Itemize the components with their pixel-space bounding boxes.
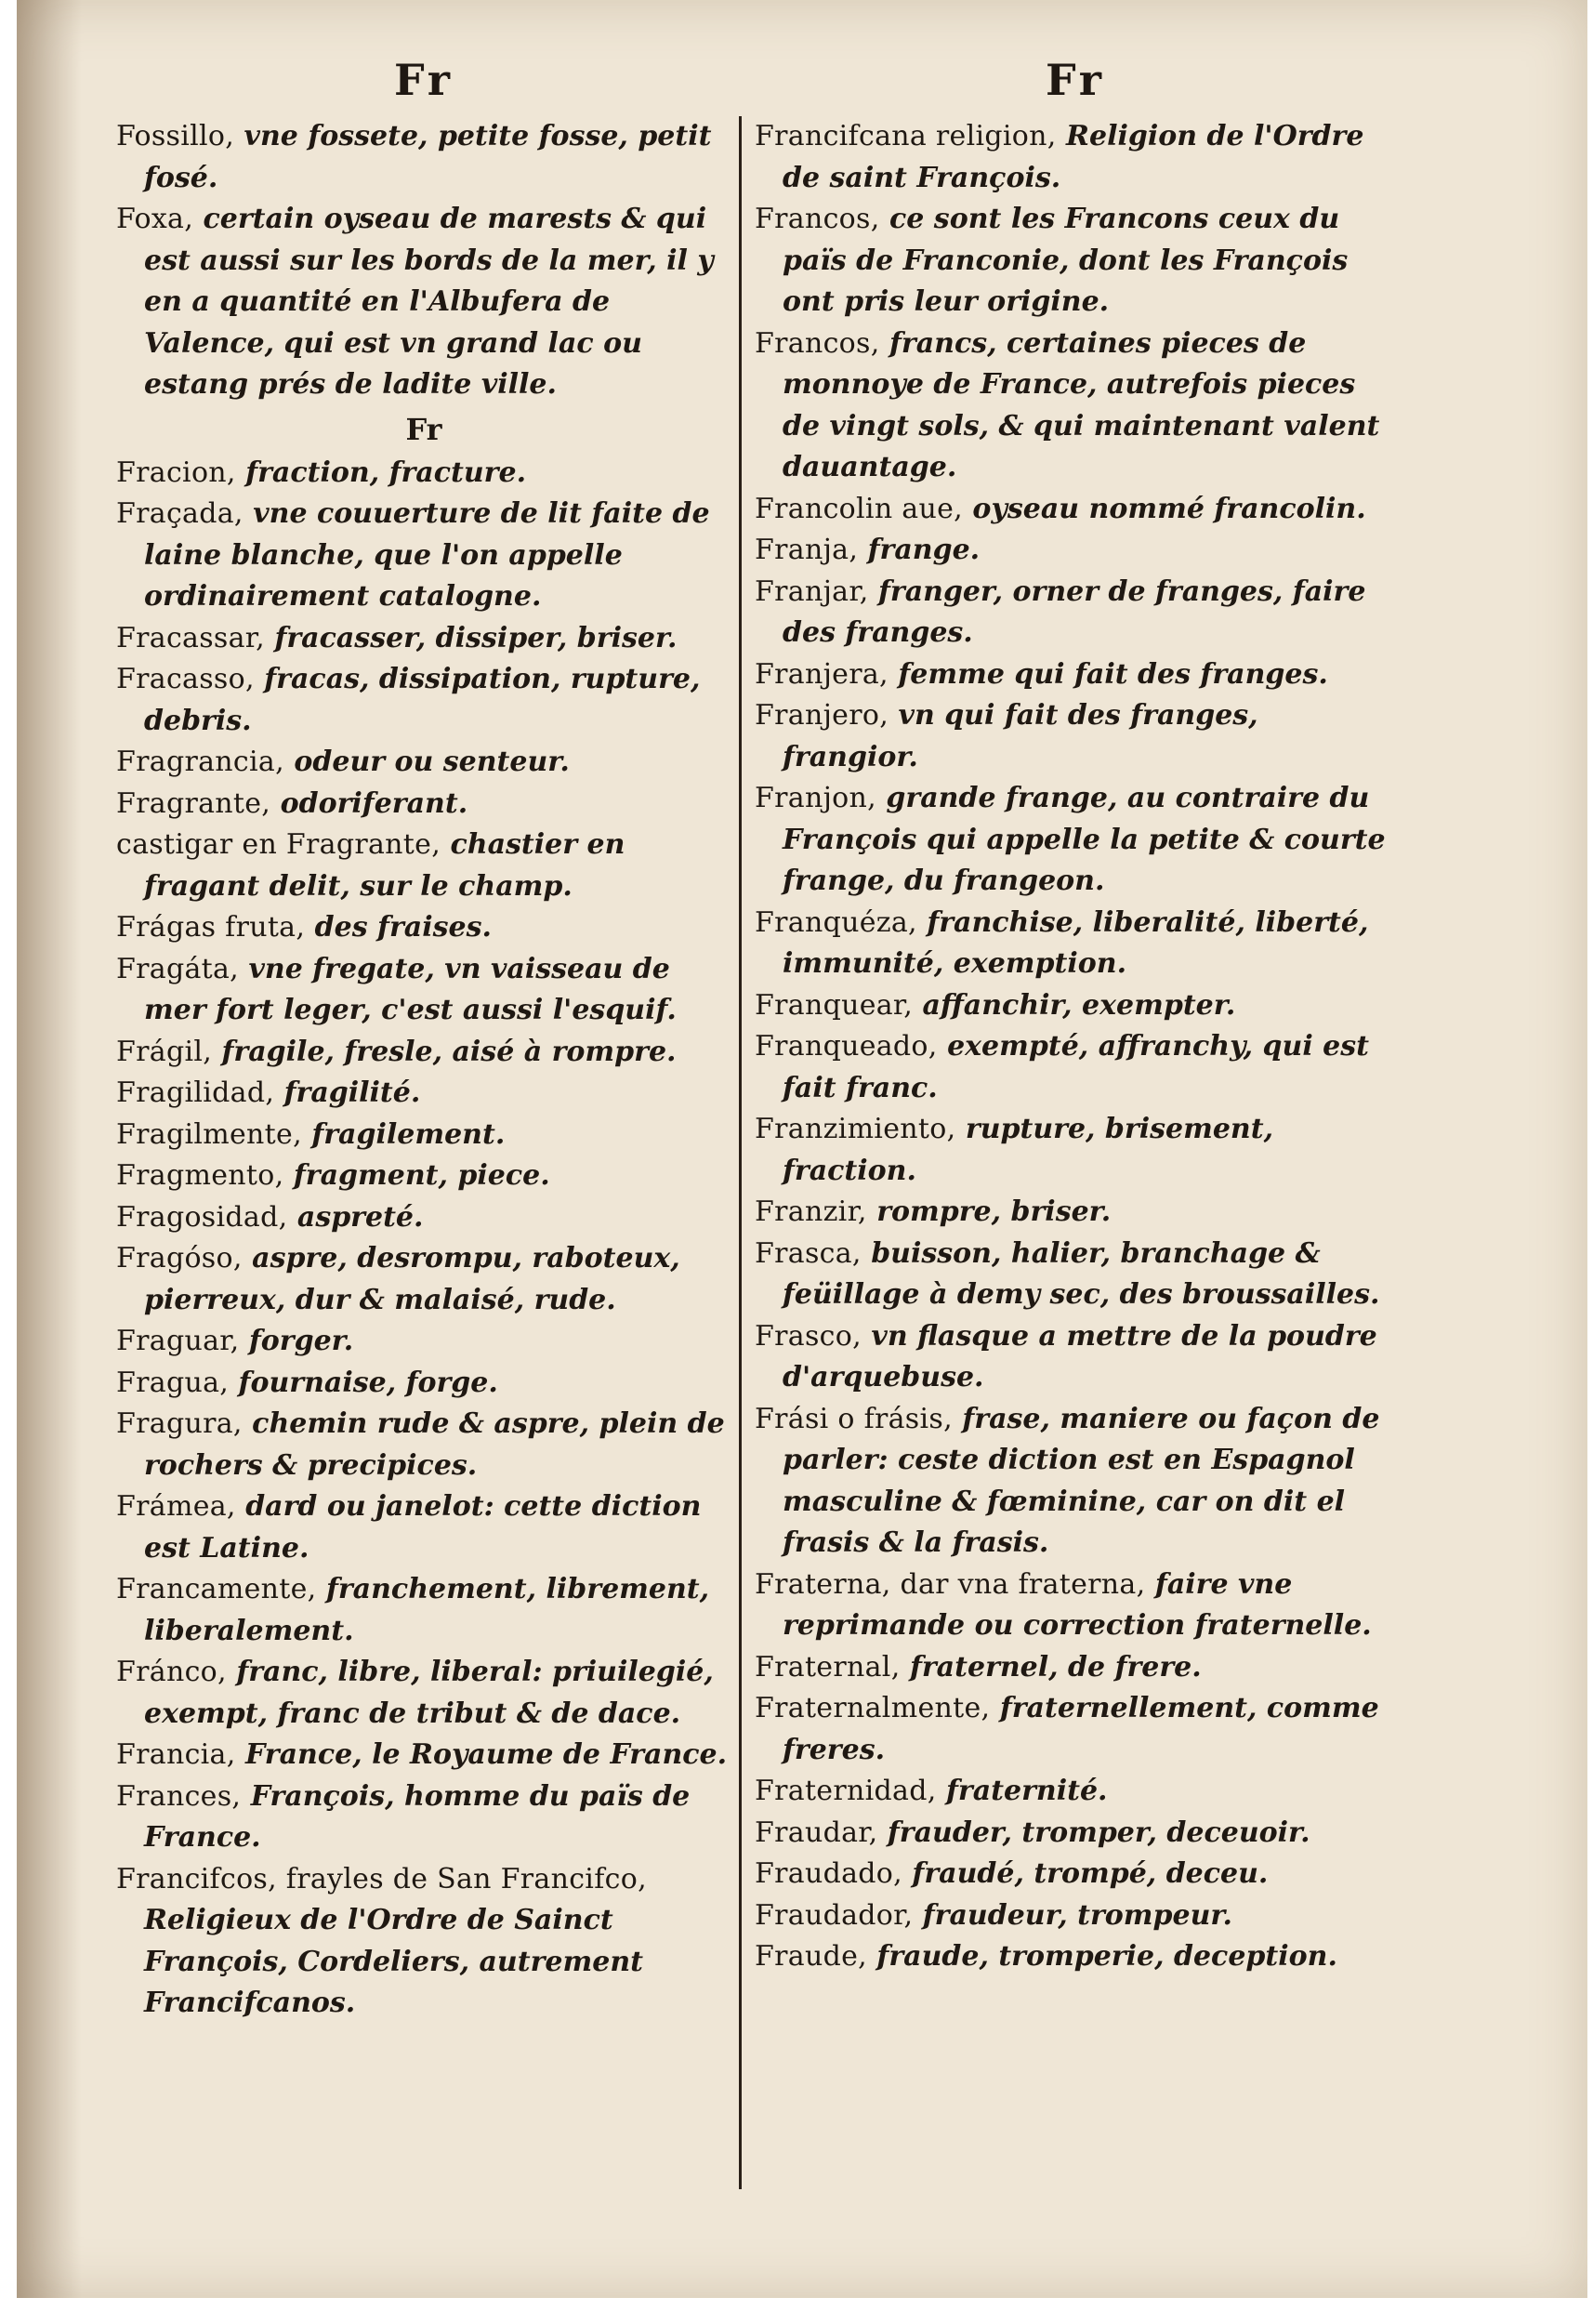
- dictionary-entry: [116, 1032, 731, 1074]
- entry-headword: Fossillo,: [116, 120, 235, 152]
- dictionary-entry: [116, 1073, 731, 1115]
- entry-translation: buisson, halier, branchage & feüillage à demy sec, des broussailles.: [783, 1236, 1380, 1311]
- dictionary-entry: [116, 825, 731, 907]
- entry-headword: Franquear,: [755, 988, 914, 1022]
- entry-headword: Fraternalmente,: [755, 1692, 991, 1724]
- entry-translation: France, le Royaume de France.: [235, 1738, 728, 1771]
- entry-headword: Frasco,: [755, 1319, 862, 1353]
- dictionary-entry: [116, 116, 731, 199]
- entry-headword: Fragáta,: [116, 952, 240, 985]
- dictionary-entry: [755, 1192, 1396, 1234]
- dictionary-entry: [755, 1234, 1396, 1316]
- entry-translation: Religieux de l'Ordre de Sainct François, Cordeliers, autrement Francifcanos.: [144, 1904, 643, 2019]
- entry-headword: Franja,: [755, 534, 859, 566]
- entry-translation: fraternité.: [936, 1775, 1108, 1807]
- entry-translation: aspre, desrompu, raboteux, pierreux, dur & malaisé, rude.: [144, 1242, 680, 1316]
- entry-translation: Religion de l'Ordre de saint François.: [783, 120, 1364, 194]
- dictionary-entry: [116, 784, 731, 825]
- dictionary-entry: [116, 1197, 731, 1239]
- dictionary-entry: [755, 572, 1396, 654]
- entry-headword: Foxa,: [116, 203, 194, 235]
- left-entries-a: [116, 116, 731, 406]
- dictionary-entry: [116, 1652, 731, 1735]
- entry-headword: Franzimiento,: [755, 1113, 956, 1145]
- entry-translation: fraudeur, trompeur.: [913, 1898, 1232, 1932]
- entry-headword: Fracasso,: [116, 663, 255, 695]
- dictionary-entry: [116, 949, 731, 1032]
- dictionary-entry: [755, 1316, 1396, 1399]
- entry-translation: ce sont les Francons ceux du païs de Franconie, dont les François ont pris leur origine.: [783, 203, 1349, 318]
- dictionary-entry: [116, 1115, 731, 1156]
- dictionary-entry: [755, 1936, 1396, 1978]
- entry-translation: femme qui fait des franges.: [888, 657, 1328, 691]
- dictionary-entry: [755, 489, 1396, 531]
- dictionary-entry: [755, 530, 1396, 572]
- entry-headword: Fragosidad,: [116, 1200, 288, 1234]
- entry-translation: fracasser, dissiper, briser.: [265, 621, 678, 654]
- left-entries-b: [116, 453, 731, 2025]
- entry-headword: Fraçada,: [116, 497, 244, 530]
- entry-translation: rompre, briser.: [866, 1195, 1112, 1228]
- page-gutter-shadow: [17, 0, 82, 2298]
- right-column: [755, 51, 1396, 1978]
- entry-translation: certain oyseau de marests & qui est aussi sur les bords de la mer, il y en a quantité en l'Albufera de Valence, qui est vn grand lac ou estang prés de ladite ville.: [144, 203, 714, 401]
- dictionary-entry: [755, 199, 1396, 324]
- dictionary-entry: [116, 659, 731, 742]
- entry-translation: franger, orner de franges, faire des franges.: [783, 574, 1366, 649]
- entry-translation: fraction, fracture.: [235, 456, 527, 489]
- entry-translation: odeur ou senteur.: [283, 746, 570, 778]
- entry-headword: Franquéza,: [755, 905, 917, 939]
- entry-headword: Fragmento,: [116, 1159, 284, 1192]
- entry-headword: Frámea,: [116, 1490, 236, 1523]
- entry-translation: forger.: [239, 1325, 354, 1357]
- entry-headword: Fragóso,: [116, 1242, 243, 1274]
- dictionary-entry: [116, 742, 731, 784]
- entry-headword: Fraternal,: [755, 1650, 901, 1684]
- entry-headword: Fragura,: [116, 1407, 243, 1440]
- dictionary-entry: [755, 1688, 1396, 1771]
- entry-translation: vne fossete, petite fosse, petit fosé.: [144, 120, 712, 194]
- dictionary-entry: [116, 494, 731, 618]
- dictionary-entry: [116, 1155, 731, 1197]
- dictionary-entry: [755, 1771, 1396, 1813]
- entry-translation: dard ou janelot: cette diction est Latine.: [144, 1490, 702, 1565]
- entry-translation: frase, maniere ou façon de parler: ceste diction est en Espagnol masculine & fœminine, car on dit el frasis & la frasis.: [783, 1402, 1380, 1559]
- entry-translation: affanchir, exempter.: [913, 988, 1236, 1022]
- entry-translation: rupture, brisement, fraction.: [783, 1113, 1274, 1187]
- dictionary-entry: [116, 1776, 731, 1859]
- dictionary-entry: [755, 116, 1396, 199]
- entry-translation: aspreté.: [287, 1200, 424, 1234]
- entry-translation: odoriferant.: [270, 786, 468, 820]
- entry-headword: Fraudado,: [755, 1857, 902, 1890]
- entry-translation: oyseau nommé francolin.: [962, 492, 1366, 525]
- entry-translation: faire vne reprimande ou correction fraternelle.: [783, 1567, 1372, 1642]
- entry-translation: François, homme du païs de France.: [144, 1779, 691, 1854]
- entry-translation: fournaise, forge.: [229, 1366, 498, 1399]
- entry-headword: Francos,: [755, 326, 880, 360]
- left-running-head: Fr: [393, 55, 454, 105]
- entry-headword: Francifcana religion,: [755, 120, 1057, 152]
- entry-headword: Frágas fruta,: [116, 911, 306, 944]
- entry-headword: Franjar,: [755, 574, 869, 608]
- entry-headword: Fraudar,: [755, 1816, 878, 1849]
- entry-translation: fragilement.: [301, 1117, 506, 1151]
- entry-translation: grande frange, au contraire du François qui appelle la petite & courte frange, du frangeon.: [783, 782, 1386, 897]
- entry-translation: vne couuerture de lit faite de laine blanche, que l'on appelle ordinairement catalogne.: [144, 497, 710, 613]
- entry-translation: chemin rude & aspre, plein de rochers & precipices.: [144, 1407, 725, 1482]
- entry-translation: exempté, affranchy, qui est fait franc.: [783, 1030, 1369, 1104]
- dictionary-entry: [755, 1813, 1396, 1855]
- dictionary-entry: [755, 1565, 1396, 1647]
- entry-headword: Francos,: [755, 203, 880, 235]
- entry-headword: Fragilidad,: [116, 1076, 275, 1109]
- entry-translation: frange.: [858, 534, 981, 566]
- dictionary-entry: [116, 1486, 731, 1569]
- entry-translation: franc, libre, liberal: priuilegié, exempt, franc de tribut & de dace.: [144, 1656, 714, 1730]
- entry-headword: Franzir,: [755, 1195, 867, 1228]
- dictionary-entry: [755, 695, 1396, 778]
- dictionary-entry: [116, 453, 731, 495]
- entry-headword: Fragua,: [116, 1366, 230, 1399]
- entry-headword: Frási o frásis,: [755, 1402, 953, 1435]
- entry-translation: fraudé, trompé, deceu.: [902, 1857, 1269, 1890]
- right-entries: [755, 116, 1396, 1978]
- dictionary-entry: [116, 1321, 731, 1363]
- entry-headword: Franqueado,: [755, 1030, 938, 1063]
- dictionary-entry: [755, 1109, 1396, 1192]
- entry-translation: fragilité.: [274, 1076, 421, 1109]
- dictionary-entry: [116, 1363, 731, 1405]
- entry-headword: Francolin aue,: [755, 492, 963, 525]
- entry-headword: Fraudador,: [755, 1898, 914, 1932]
- dictionary-entry: [755, 1026, 1396, 1109]
- entry-headword: Franjero,: [755, 699, 889, 732]
- entry-translation: francs, certaines pieces de monnoye de France, autrefois pieces de vingt sols, & qui maintenant valent dauantage.: [783, 326, 1380, 483]
- column-divider: [739, 116, 742, 2189]
- dictionary-entry: [116, 199, 731, 406]
- entry-translation: franchement, librement, liberalement.: [144, 1573, 710, 1647]
- entry-translation: fragment, piece.: [283, 1159, 550, 1192]
- entry-headword: Francamente,: [116, 1573, 317, 1605]
- dictionary-entry: [116, 1859, 731, 2025]
- dictionary-entry: [755, 778, 1396, 903]
- entry-headword: Francia,: [116, 1738, 236, 1771]
- dictionary-entry: [116, 618, 731, 660]
- dictionary-entry: [116, 907, 731, 949]
- dictionary-entry: [755, 1854, 1396, 1895]
- left-column: [116, 51, 731, 2025]
- right-running-head: Fr: [1045, 55, 1106, 105]
- dictionary-entry: [755, 654, 1396, 696]
- dictionary-entry: [755, 903, 1396, 985]
- entry-headword: Fraterna, dar vna fraterna,: [755, 1567, 1146, 1601]
- entry-translation: fraternel, de frere.: [900, 1650, 1202, 1684]
- entry-translation: vn flasque a mettre de la poudre d'arquebuse.: [783, 1319, 1377, 1393]
- entry-translation: vne fregate, vn vaisseau de mer fort leger, c'est aussi l'esquif.: [144, 952, 677, 1026]
- dictionary-entry: [755, 1647, 1396, 1689]
- entry-headword: Franjera,: [755, 657, 889, 691]
- entry-translation: franchise, liberalité, liberté, immunité, exemption.: [783, 905, 1369, 980]
- dictionary-entry: [755, 985, 1396, 1027]
- entry-headword: Fránco,: [116, 1656, 227, 1688]
- entry-translation: fracas, dissipation, rupture, debris.: [144, 663, 701, 737]
- entry-headword: Frances,: [116, 1779, 242, 1813]
- entry-headword: Franjon,: [755, 782, 876, 814]
- entry-headword: castigar en Fragrante,: [116, 828, 441, 861]
- entry-headword: Fracion,: [116, 456, 236, 489]
- entry-translation: frauder, tromper, deceuoir.: [877, 1816, 1310, 1849]
- dictionary-entry: [116, 1238, 731, 1321]
- entry-translation: fraude, tromperie, deception.: [866, 1940, 1337, 1973]
- entry-translation: chastier en fragant delit, sur le champ.: [144, 828, 625, 903]
- entry-headword: Fraude,: [755, 1940, 867, 1973]
- entry-translation: vn qui fait des franges, frangior.: [783, 699, 1258, 773]
- entry-headword: Fraternidad,: [755, 1775, 937, 1807]
- dictionary-entry: [116, 1569, 731, 1652]
- entry-translation: fraternellement, comme freres.: [783, 1692, 1379, 1766]
- section-subheading: Fr: [405, 411, 442, 447]
- entry-headword: Fragilmente,: [116, 1117, 302, 1151]
- dictionary-entry: [116, 1404, 731, 1486]
- entry-headword: Fracassar,: [116, 621, 265, 654]
- dictionary-entry: [116, 1735, 731, 1776]
- dictionary-entry: [755, 324, 1396, 489]
- entry-headword: Frasca,: [755, 1236, 862, 1270]
- entry-translation: des fraises.: [305, 911, 492, 944]
- entry-headword: Fragrante,: [116, 786, 271, 820]
- entry-headword: Fraguar,: [116, 1325, 240, 1357]
- entry-headword: Frágil,: [116, 1035, 213, 1068]
- entry-translation: fragile, fresle, aisé à rompre.: [212, 1035, 677, 1068]
- dictionary-entry: [755, 1399, 1396, 1565]
- dictionary-entry: [755, 1895, 1396, 1937]
- entry-headword: Francifcos, frayles de San Francifco,: [116, 1862, 647, 1895]
- entry-headword: Fragrancia,: [116, 746, 284, 778]
